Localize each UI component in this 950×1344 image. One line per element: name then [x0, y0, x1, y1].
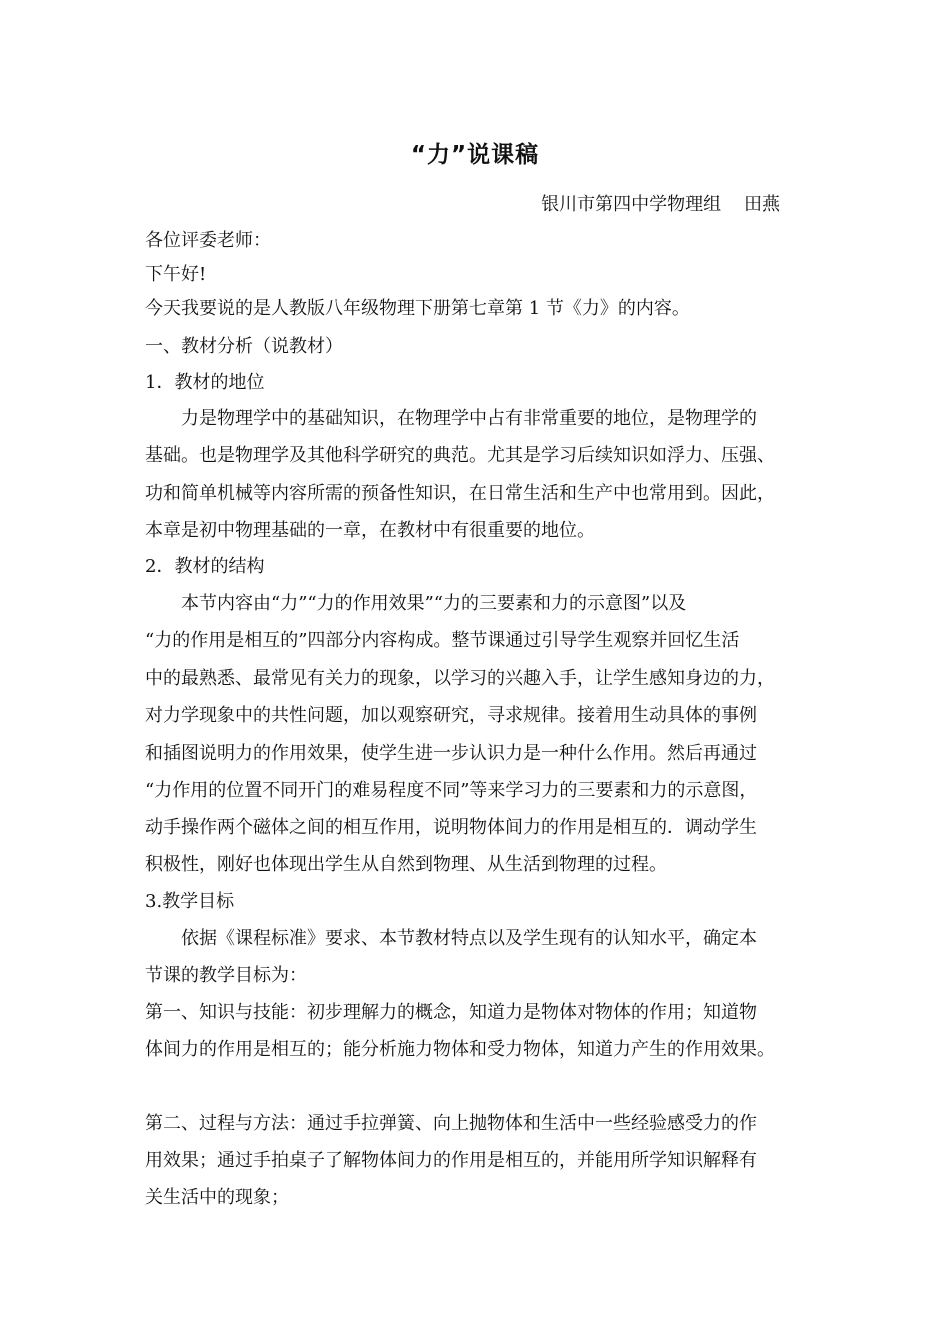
subsection-heading: 1．教材的地位: [145, 372, 265, 393]
paragraph-line: 积极性，刚好也体现出学生从自然到物理、从生活到物理的过程。: [145, 854, 667, 875]
paragraph-line: 关生活中的现象；: [145, 1187, 289, 1208]
section-heading: 一、教材分析（说教材）: [145, 336, 343, 357]
paragraph-line: 功和简单机械等内容所需的预备性知识，在日常生活和生产中也常用到。因此，: [145, 483, 775, 504]
paragraph-line: 用效果；通过手拍桌子了解物体间力的作用是相互的，并能用所学知识解释有: [145, 1150, 757, 1171]
document-title: “力”说课稿: [410, 142, 540, 168]
paragraph-line: 下午好!: [145, 264, 207, 285]
paragraph-line: 节课的教学目标为：: [145, 965, 307, 986]
paragraph-line: 中的最熟悉、最常见有关力的现象，以学习的兴趣入手，让学生感知身边的力，: [145, 668, 775, 689]
paragraph-line: 体间力的作用是相互的；能分析施力物体和受力物体，知道力产生的作用效果。: [145, 1039, 775, 1060]
paragraph-line: 第一、知识与技能：初步理解力的概念，知道力是物体对物体的作用；知道物: [145, 1002, 757, 1023]
paragraph-line: 本节内容由“力”“力的作用效果”“力的三要素和力的示意图”以及: [181, 593, 687, 614]
paragraph-line: 依据《课程标准》要求、本节教材特点以及学生现有的认知水平，确定本: [181, 928, 757, 949]
paragraph-line: 今天我要说的是人教版八年级物理下册第七章第 1 节《力》的内容。: [145, 298, 690, 319]
paragraph-line: 第二、过程与方法：通过手拉弹簧、向上抛物体和生活中一些经验感受力的作: [145, 1113, 757, 1134]
paragraph-line: “力的作用是相互的”四部分内容构成。整节课通过引导学生观察并回忆生活: [145, 630, 740, 651]
paragraph-line: 对力学现象中的共性问题，加以观察研究，寻求规律。接着用生动具体的事例: [145, 705, 757, 726]
paragraph-line: 力是物理学中的基础知识，在物理学中占有非常重要的地位，是物理学的: [181, 408, 757, 429]
author-line: 银川市第四中学物理组 田燕: [541, 194, 780, 215]
paragraph-line: “力作用的位置不同开门的难易程度不同”等来学习力的三要素和力的示意图，: [145, 780, 758, 801]
subsection-heading: 3.教学目标: [145, 891, 235, 912]
paragraph-line: 本章是初中物理基础的一章，在教材中有很重要的地位。: [145, 520, 595, 541]
subsection-heading: 2．教材的结构: [145, 556, 265, 577]
paragraph-line: 动手操作两个磁体之间的相互作用，说明物体间力的作用是相互的．调动学生: [145, 817, 757, 838]
paragraph-line: 和插图说明力的作用效果，使学生进一步认识力是一种什么作用。然后再通过: [145, 743, 757, 764]
paragraph-line: 各位评委老师：: [145, 230, 271, 251]
paragraph-line: 基础。也是物理学及其他科学研究的典范。尤其是学习后续知识如浮力、压强、: [145, 445, 775, 466]
